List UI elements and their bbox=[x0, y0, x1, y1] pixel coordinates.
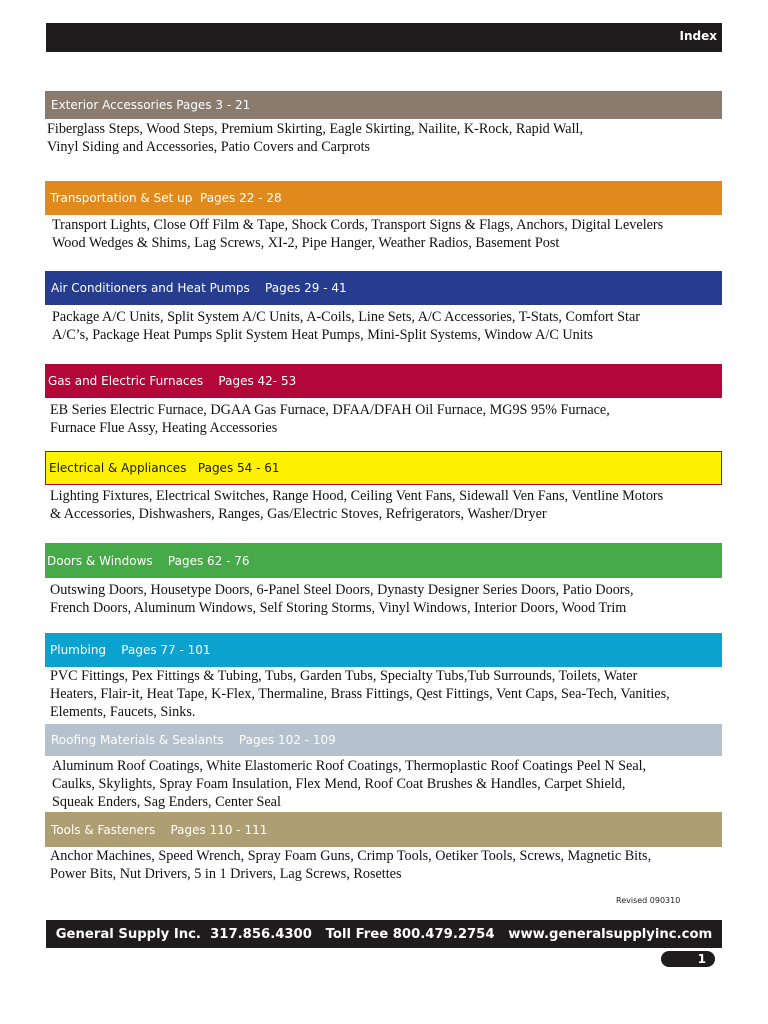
section-items: Lighting Fixtures, Electrical Switches, Range Hood, Ceiling Vent Fans, Sidewall Ven Fans, Ventline Motors & Accessories, Dishwashers, Ranges, Gas/Electric Stoves, Refrigerators, Washer/Dryer bbox=[50, 488, 664, 522]
footer-contact-text: General Supply Inc. 317.856.4300 Toll Free 800.479.2754 www.generalsupplyinc.com bbox=[55, 926, 713, 942]
index-header-bar bbox=[46, 23, 722, 52]
section-header: Doors & Windows Pages 62 - 76 bbox=[45, 543, 722, 578]
section-header: Gas and Electric Furnaces Pages 42- 53 bbox=[45, 364, 722, 398]
revised-date: Revised 090310 bbox=[616, 896, 681, 905]
section-header: Air Conditioners and Heat Pumps Pages 29 - 41 bbox=[45, 271, 722, 305]
section-items: Anchor Machines, Speed Wrench, Spray Foam Guns, Crimp Tools, Oetiker Tools, Screws, Magnetic Bits, Power Bits, Nut Drivers, 5 in 1 Drivers, Lag Screws, Rosettes bbox=[50, 848, 652, 882]
page-number-badge bbox=[661, 951, 715, 967]
section-header: Transportation & Set up Pages 22 - 28 bbox=[45, 181, 722, 215]
footer-contact-bar bbox=[46, 920, 722, 948]
section-items: Outswing Doors, Housetype Doors, 6-Panel Steel Doors, Dynasty Designer Series Doors, Patio Doors, French Doors, Aluminum Windows, Self Storing Storms, Vinyl Windows, Interior Doors, Wood Trim bbox=[50, 582, 634, 616]
section-items: Aluminum Roof Coatings, White Elastomeric Roof Coatings, Thermoplastic Roof Coatings Peel N Seal, Caulks, Skylights, Spray Foam Insulation, Flex Mend, Roof Coat Brushes & Handles, Carpet Shield, Squeak Enders, Sag Enders, Center Seal bbox=[52, 758, 647, 810]
section-items: Transport Lights, Close Off Film & Tape, Shock Cords, Transport Signs & Flags, Anchors, Digital Levelers Wood Wedges & Shims, Lag Screws, XI-2, Pipe Hanger, Weather Radios, Basement Post bbox=[52, 217, 664, 251]
section-header: Exterior Accessories Pages 3 - 21 bbox=[45, 91, 722, 119]
section-header: Plumbing Pages 77 - 101 bbox=[45, 633, 722, 667]
section-items: Package A/C Units, Split System A/C Units, A-Coils, Line Sets, A/C Accessories, T-Stats, Comfort Star A/C’s, Package Heat Pumps Split System Heat Pumps, Mini-Split Systems, Window A/C Units bbox=[52, 309, 641, 343]
page-number: 1 bbox=[697, 952, 706, 966]
section-items: PVC Fittings, Pex Fittings & Tubing, Tubs, Garden Tubs, Specialty Tubs,Tub Surrounds, Toilets, Water Heaters, Flair-it, Heat Tape, K-Flex, Thermaline, Brass Fittings, Qest Fittings, Vent Caps, Sea-Tech, Vanities, Elements, Faucets, Sinks. bbox=[50, 668, 670, 720]
section-items: Fiberglass Steps, Wood Steps, Premium Skirting, Eagle Skirting, Nailite, K-Rock, Rapid Wall, Vinyl Siding and Accessories, Patio Covers and Carprots bbox=[47, 121, 584, 155]
index-label: Index bbox=[679, 29, 717, 43]
section-header: Roofing Materials & Sealants Pages 102 - 109 bbox=[45, 724, 722, 756]
section-items: EB Series Electric Furnace, DGAA Gas Furnace, DFAA/DFAH Oil Furnace, MG9S 95% Furnace, Furnace Flue Assy, Heating Accessories bbox=[50, 402, 610, 436]
section-header: Tools & Fasteners Pages 110 - 111 bbox=[45, 812, 722, 847]
section-header: Electrical & Appliances Pages 54 - 61 bbox=[45, 451, 722, 485]
